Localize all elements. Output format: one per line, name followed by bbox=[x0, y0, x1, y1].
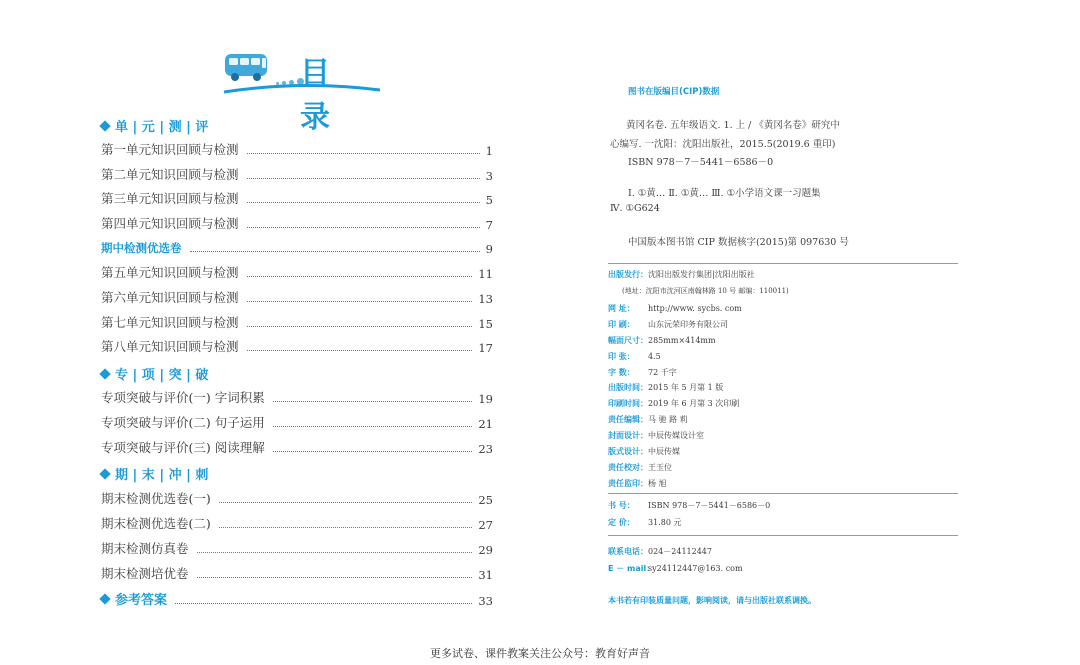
publisher-address: (地址：沈阳市沈河区南翰林路 10 号 邮编：110011) bbox=[622, 287, 789, 295]
toc-item[interactable]: 第二单元知识回顾与检测 3 bbox=[101, 167, 493, 183]
toc-item[interactable]: 专项突破与评价(二) 句子运用 21 bbox=[101, 415, 493, 431]
toc-item[interactable]: 第五单元知识回顾与检测 11 bbox=[101, 265, 493, 281]
section-heading-final: 期 | 末 | 冲 | 刺 bbox=[101, 464, 208, 483]
table-of-contents bbox=[0, 0, 540, 620]
quality-notice: 本书若有印装质量问题，影响阅读，请与出版社联系调换。 bbox=[608, 596, 816, 605]
toc-item[interactable]: 第四单元知识回顾与检测 7 bbox=[101, 216, 493, 232]
publisher-row: 出版时间：2015 年 5 月第 1 版 bbox=[608, 383, 724, 392]
toc-item[interactable]: 第一单元知识回顾与检测 1 bbox=[101, 142, 493, 158]
publisher-row: 责任校对：王玉位 bbox=[608, 463, 672, 472]
toc-item[interactable]: 专项突破与评价(三) 阅读理解 23 bbox=[101, 440, 493, 456]
toc-item[interactable]: 期末检测仿真卷 29 bbox=[101, 541, 493, 557]
swoosh-decoration bbox=[222, 82, 382, 96]
contact-email[interactable]: E － mail：sy24112447@163. com bbox=[608, 564, 743, 573]
cip-line: ISBN 978－7－5441－6586－0 bbox=[628, 157, 774, 168]
cip-line: 心编写. 一沈阳：沈阳出版社，2015.5(2019.6 重印) bbox=[610, 139, 836, 150]
cip-line: 黄冈名卷. 五年级语文. 1. 上 / 《黄冈名卷》研究中 bbox=[626, 120, 840, 131]
divider bbox=[608, 493, 958, 494]
diamond-icon bbox=[99, 468, 110, 479]
toc-item[interactable]: 期末检测优选卷(二) 27 bbox=[101, 516, 493, 532]
toc-item[interactable]: 期末检测优选卷(一) 25 bbox=[101, 491, 493, 507]
publisher-row: 幅面尺寸：285mm×414mm bbox=[608, 336, 716, 345]
publisher-row: 字 数： 72 千字 bbox=[608, 368, 677, 377]
cip-line: Ⅳ. ①G624 bbox=[610, 203, 660, 214]
diamond-icon bbox=[99, 368, 110, 379]
publisher-row: 版式设计：中辰传媒 bbox=[608, 447, 680, 456]
cip-line: Ⅰ. ①黄… Ⅱ. ①黄… Ⅲ. ①小学语文课一习题集 bbox=[628, 188, 821, 199]
toc-item-answers[interactable]: 参考答案 33 bbox=[101, 590, 493, 608]
toc-item-midterm[interactable]: 期中检测优选卷 9 bbox=[101, 241, 493, 256]
toc-item[interactable]: 第三单元知识回顾与检测 5 bbox=[101, 191, 493, 207]
price: 定 价： 31.80 元 bbox=[608, 518, 682, 527]
publisher-row: 出版发行：沈阳出版发行集团|沈阳出版社 bbox=[608, 270, 755, 279]
diamond-icon bbox=[99, 593, 110, 604]
toc-header bbox=[222, 48, 382, 135]
toc-item[interactable]: 第八单元知识回顾与检测 17 bbox=[101, 339, 493, 355]
publisher-row: 印 刷： 山东沅荣印务有限公司 bbox=[608, 320, 728, 329]
book-number: 书 号： ISBN 978－7－5441－6586－0 bbox=[608, 501, 771, 510]
section-heading-special: 专 | 项 | 突 | 破 bbox=[101, 364, 208, 383]
cip-title: 图书在版编目(CIP)数据 bbox=[628, 87, 720, 97]
footer-text: 更多试卷、课件教案关注公众号：教育好声音 bbox=[430, 647, 650, 660]
toc-title: 目录 bbox=[300, 56, 342, 135]
toc-item[interactable]: 专项突破与评价(一) 字词积累 19 bbox=[101, 390, 493, 406]
publisher-row: 封面设计：中辰传媒设计室 bbox=[608, 431, 704, 440]
publisher-row: 网 址： http://www. sycbs. com bbox=[608, 304, 742, 313]
publisher-row: 印 张： 4.5 bbox=[608, 352, 661, 361]
toc-item[interactable]: 第七单元知识回顾与检测 15 bbox=[101, 315, 493, 331]
toc-item[interactable]: 第六单元知识回顾与检测 13 bbox=[101, 290, 493, 306]
divider bbox=[608, 263, 958, 264]
divider bbox=[608, 535, 958, 536]
bus-icon bbox=[222, 50, 272, 84]
contact-phone: 联系电话：024－24112447 bbox=[608, 547, 712, 556]
diamond-icon bbox=[99, 120, 110, 131]
publisher-row: 责任编辑：马 驰 路 莉 bbox=[608, 415, 688, 424]
section-heading-unit: 单 | 元 | 测 | 评 bbox=[101, 116, 208, 135]
toc-item[interactable]: 期末检测培优卷 31 bbox=[101, 566, 493, 582]
publisher-row: 责任监印：杨 旭 bbox=[608, 479, 667, 488]
publisher-row: 印刷时间：2019 年 6 月第 3 次印刷 bbox=[608, 399, 740, 408]
cip-line: 中国版本图书馆 CIP 数据核字(2015)第 097630 号 bbox=[628, 237, 849, 248]
